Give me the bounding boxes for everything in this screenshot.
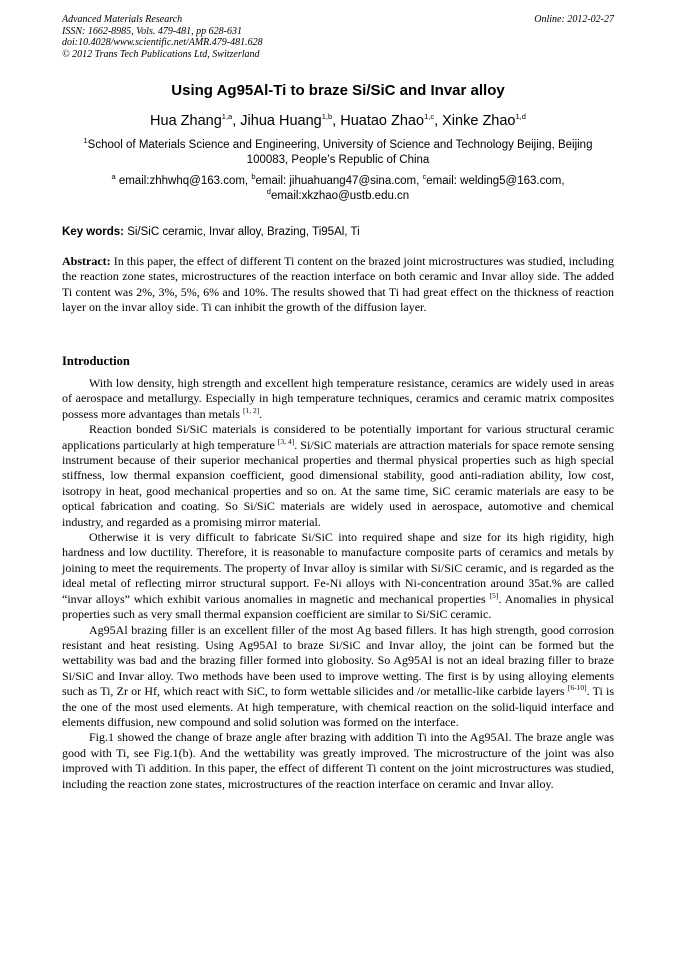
author-name: Jihua Huang (240, 113, 322, 129)
paragraph (62, 376, 614, 422)
affiliation-sup: 1 (83, 136, 88, 146)
paragraph (62, 422, 614, 530)
author-name: Xinke Zhao (442, 113, 516, 129)
paragraph-text: With low density, high strength and excellent high temperature resistance, ceramics are widely used in areas of aerospace and metallurgy. Especially in high temperature techniques, ceramics and ceramic matrix composites possess more advantages than metals (62, 376, 614, 421)
abstract (62, 254, 614, 315)
citation: [6-10] (567, 683, 587, 693)
author-sup: 1,b (321, 112, 333, 122)
affiliation-line-2: 100083, People’s Republic of China (246, 154, 430, 166)
email-sup: a (111, 172, 116, 182)
paragraph-text: Ag95Al brazing filler is an excellent filler of the most Ag based fillers. It has high strength, good corrosion resistant and heat resisting. Using Ag95Al to braze Si/SiC and Invar alloy, the joint can be formed but the wettability was bad and the brazing filler formed into globosity. So Ag95Al is not an ideal brazing filler to braze Si/SiC and Invar alloy. Two methods have been used to improve wetting. The first is by using alloying elements such as Ti, Zr or Hf, which react with SiC, to form wettable silicides and /or metallic-like carbide layers (62, 622, 614, 699)
paragraph-text: Otherwise it is very difficult to fabricate Si/SiC into required shape and size for its high rigidity, high hardness and low ductility. Therefore, it is reasonable to manufacture composite parts of ceramics and metals by joining to meet the requirements. The property of Invar alloy is similar with Si/SiC ceramic, and is regarded as the ideal metal of reflecting mirror structural support. Fe-Ni alloys with Ni-concentration around 35at.% are called “invar alloys” which exhibit various anomalies in magnetic and mechanical properties (62, 530, 614, 606)
email-a: email:zhhwhq@163.com, (118, 175, 249, 187)
email-c: email: welding5@163.com, (426, 175, 565, 187)
email-d: email:xkzhao@ustb.edu.cn (270, 190, 410, 202)
author-sup: 1,d (515, 112, 526, 122)
citation: [1, 2] (242, 405, 260, 415)
journal-name: Advanced Materials Research (62, 14, 183, 25)
abstract-text: In this paper, the effect of different Ti content on the brazed joint microstructures was studied, including the reaction zone states, microstructures of the reaction interface on both ceramic and Invar alloy side. The added Ti content was 2%, 3%, 5%, 6% and 10%. The results showed that Ti had great effect on the thickness of reaction layer on the invar alloy side. Ti can inhibit the growth of the diffusion layer. (62, 254, 614, 314)
paragraph-text: . (259, 406, 263, 421)
keywords-label: Key words: (62, 226, 124, 238)
author-sup: 1,c (424, 112, 435, 122)
paper-title: Using Ag95Al-Ti to braze Si/SiC and Invar alloy (171, 82, 505, 99)
paragraph (62, 623, 614, 731)
keywords-text: Si/SiC ceramic, Invar alloy, Brazing, Ti95Al, Ti (127, 226, 360, 238)
introduction-body (62, 376, 614, 792)
paragraph-text: . Anomalies in physical properties such as very small thermal expansion coefficient are similar to Si/SiC ceramic. (62, 591, 615, 622)
paragraph (62, 730, 614, 792)
paragraph-text: . Ti is the one of the most used elements. At high temperature, with chemical reaction on the solid-liquid interface and elements diffusion, new compound and solid solution was formed on the interface. (62, 684, 615, 729)
abstract-label: Abstract: (62, 254, 111, 268)
email-sup: d (266, 187, 271, 197)
doi-line: doi:10.4028/www.scientific.net/AMR.479-481.628 (62, 37, 263, 48)
citation: [3, 4] (277, 436, 295, 446)
author-list: Hua Zhang$^{1,a}$, Jihua Huang$^{1,b}$, Huatao Zhao$^{1,c}$, Xinke Zhao$^{1,d}$ (150, 112, 526, 129)
paragraph (62, 530, 614, 622)
email-b: email: jihuahuang47@sina.com, (255, 175, 420, 187)
citation: [5] (489, 590, 499, 600)
copyright-line: © 2012 Trans Tech Publications Ltd, Switzerland (62, 48, 260, 60)
issn-line: ISSN: 1662-8985, Vols. 479-481, pp 628-631 (62, 25, 242, 37)
online-date: Online: 2012-02-27 (534, 14, 614, 25)
paragraph-text: Reaction bonded Si/SiC materials is considered to be potentially important for various structural ceramic applications particularly at high temperature (62, 422, 614, 452)
journal-header (62, 14, 614, 60)
email-sup: b (251, 172, 256, 182)
affiliation-line-1: School of Materials Science and Engineering, University of Science and Technology Beijing, Beijing (87, 139, 593, 151)
keywords (62, 226, 614, 238)
affiliation (62, 138, 614, 168)
email-sup: c (422, 172, 427, 182)
section-heading: Introduction (62, 354, 130, 368)
author-name: Huatao Zhao (340, 113, 425, 129)
author-emails (62, 174, 614, 204)
paragraph-text: . Si/SiC materials are attraction materials for space remote sensing instrument because of their superior mechanical properties and thermal physical properties such as high special stiffness, low thermal expansion coefficient, good dimensional stability, good anti-radiation ability, low cost, isotropy in heat, good mechanical properties and so on. At the same time, SiC ceramic materials are easy to be optical fabrication and coating. So Si/SiC materials are widely used in aerospace, automotive and chemical industry, and regarded as a promising mirror material. (62, 437, 615, 529)
paragraph-text: Fig.1 showed the change of braze angle after brazing with addition Ti into the Ag95Al. The braze angle was good with Ti, see Fig.1(b). And the wettability was greatly improved. The microstructure of the joint was also improved with Ti addition. In this paper, the effect of different Ti content on the joint microstructures was studied, including the reaction zone states, microstructures of the reaction interface on ceramic and Invar alloy. (62, 730, 614, 791)
author-sup: 1,a (221, 112, 233, 122)
author-name: Hua Zhang (150, 113, 222, 129)
